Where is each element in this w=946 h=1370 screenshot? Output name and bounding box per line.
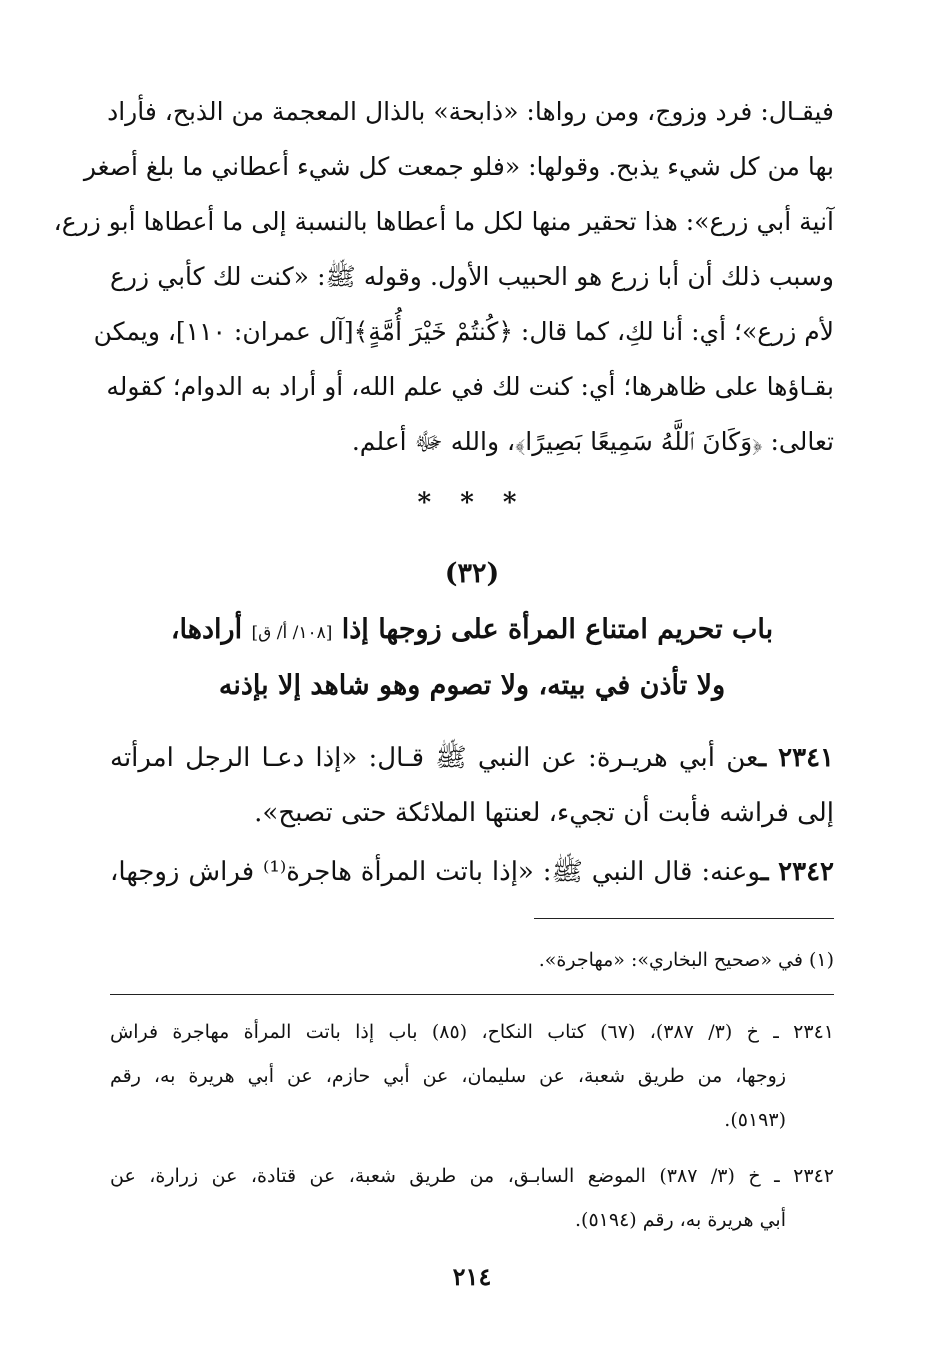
chapter-title-line-2: ولا تأذن في بيته، ولا تصوم وهو شاهد إلا بإذنه [218, 670, 726, 701]
body-line-6: بقـاؤها على ظاهرها؛ أي: كنت لك في علم الله، أو أراد به الدوام؛ كقوله [106, 372, 834, 401]
body-line-5: لأم زرع»؛ أي: أنا لكِ، كما قال: ﴿كُنتُمْ خَيْرَ أُمَّةٍ﴾[آل عمران: ١١٠]، ويمكن [93, 317, 834, 346]
section-separator-stars: * * * [417, 488, 527, 518]
book-page [53, 0, 835, 1370]
chapter-title-part-a: باب تحريم امتناع المرأة على زوجها إذا [341, 614, 774, 645]
page-number: ٢١٤ [452, 1262, 492, 1291]
hadith-text: عن أبي هريـرة: عن النبي ﷺ قـال: «إذا دعـا الرجل امرأته [110, 743, 759, 773]
hadith-2341-line-1 [110, 738, 834, 778]
footnote-separator-top [534, 918, 834, 919]
hadith-2342-line-1 [110, 852, 834, 892]
body-line-2: بها من كل شيء يذبح. وقولها: «فلو جمعت كل شيء أعطاني ما بلغ أصغر [83, 152, 834, 181]
ref-2342-line-2: أبي هريرة به، رقم (٥١٩٤). [575, 1209, 786, 1231]
body-line-4: وسبب ذلك أن أبا زرع هو الحبيب الأول. وقوله ﷺ: «كنت لك كأبي زرع [110, 262, 834, 291]
chapter-title-part-b: أرادها، [170, 614, 243, 645]
footnote-1: (١) في «صحيح البخاري»: «مهاجرة». [538, 949, 834, 971]
body-line-1: فيقـال: فرد وزوج، ومن رواها: «ذابحة» بالذال المعجمة من الذبح، فأراد [107, 97, 834, 126]
hadith-2341-line-2: إلى فراشه فأبت أن تجيء، لعنتها الملائكة حتى تصبح». [254, 798, 834, 828]
manuscript-folio-ref: [١٠٨/ أ/ ق] [251, 623, 333, 643]
ref-2341-line-1: ٢٣٤١ ـ خ (٣/ ٣٨٧)، (٦٧) كتاب النكاح، (٨٥) باب إذا باتت المرأة مهاجرة فراش [110, 1021, 834, 1043]
ref-2342-line-1: ٢٣٤٢ ـ خ (٣/ ٣٨٧) الموضع السابـق، من طريق شعبة، عن قتادة، عن زرارة، عن [110, 1165, 834, 1187]
hadith-number: ٢٣٤٢ ـ [760, 857, 835, 887]
hadith-text: وعنه: قال النبي ﷺ: «إذا باتت المرأة هاجرة⁽¹⁾ فراش زوجها، [110, 857, 761, 887]
footnote-separator-bottom [110, 994, 834, 995]
ref-2341-line-3: (٥١٩٣). [724, 1109, 786, 1131]
chapter-number: (٣٢) [444, 558, 500, 589]
body-line-3: آنية أبي زرع»: هذا تحقير منها لكل ما أعطاها بالنسبة إلى ما أعطاها أبو زرع، [53, 207, 834, 236]
chapter-title-line-1 [110, 608, 834, 655]
hadith-number: ٢٣٤١ ـ [758, 743, 834, 773]
body-line-7: تعالى: ﴿وَكَانَ ٱللَّهُ سَمِيعًا بَصِيرًا﴾، والله ﷻ أعلم. [351, 427, 834, 456]
ref-2341-line-2: زوجها، من طريق شعبة، عن سليمان، عن أبي حازم، عن أبي هريرة به، رقم [110, 1065, 786, 1087]
